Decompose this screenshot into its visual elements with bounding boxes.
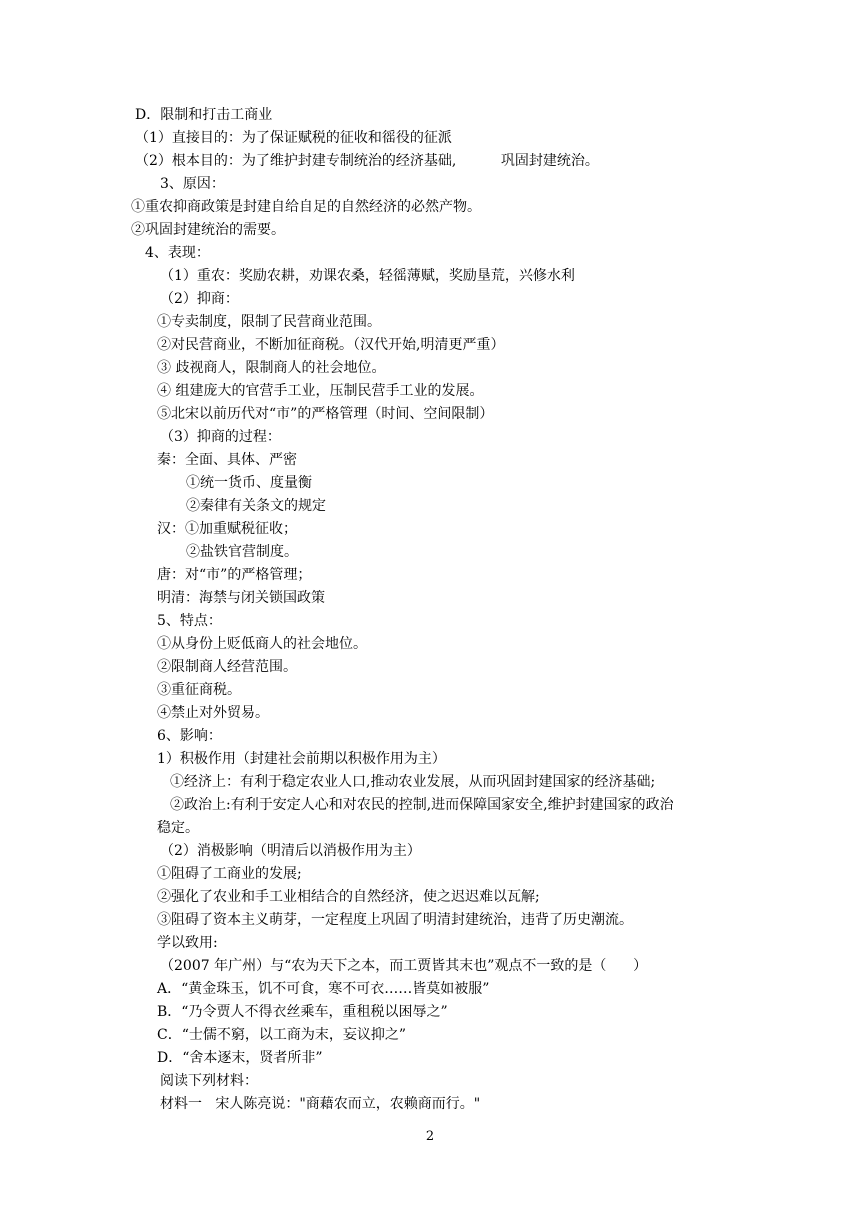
text-line: 6、影响： bbox=[157, 728, 222, 744]
text-line: D．“舍本逐末，贤者所非” bbox=[157, 1050, 323, 1066]
text-line: ③阻碍了资本主义萌芽，一定程度上巩固了明清封建统治，违背了历史潮流。 bbox=[157, 912, 633, 928]
text-line: ①从身份上贬低商人的社会地位。 bbox=[157, 636, 367, 652]
text-line: （2）根本目的：为了维护封建专制统治的经济基础, 巩固封建统治。 bbox=[135, 153, 599, 169]
text-line: （1）重农：奖励农耕，劝课农桑，轻徭薄赋，奖励垦荒，兴修水利 bbox=[160, 268, 575, 284]
text-line: 5、特点： bbox=[157, 613, 222, 629]
text-line: C．“士儒不窮，以工商为末，妄议抑之” bbox=[157, 1027, 407, 1043]
text-line: ②限制商人经营范围。 bbox=[157, 659, 297, 675]
text-line: ①重农抑商政策是封建自给自足的自然经济的必然产物。 bbox=[131, 199, 481, 215]
text-line: ②盐铁官营制度。 bbox=[186, 544, 298, 560]
text-line: 稳定。 bbox=[157, 820, 199, 836]
text-line: 唐：对“市”的严格管理； bbox=[157, 567, 312, 583]
text-line: 1）积极作用（封建社会前期以积极作用为主） bbox=[157, 751, 446, 767]
page-number: 2 bbox=[425, 1129, 435, 1144]
text-line: （2）消极影响（明清后以消极作用为主） bbox=[160, 843, 421, 859]
text-line: 汉：①加重赋税征收； bbox=[157, 521, 297, 537]
text-line: ①专卖制度，限制了民营商业范围。 bbox=[157, 314, 381, 330]
text-line: （3）抑商的过程： bbox=[160, 429, 281, 445]
text-line: （2）抑商： bbox=[160, 291, 239, 307]
text-line: ②强化了农业和手工业相结合的自然经济，使之迟迟难以瓦解; bbox=[157, 889, 540, 905]
text-line: ⑤北宋以前历代对“市”的严格管理（时间、空间限制） bbox=[157, 406, 494, 422]
text-line: B．“乃令贾人不得衣丝乘车，重租税以困辱之” bbox=[157, 1004, 448, 1020]
text-line: ①经济上：有利于稳定农业人口,推动农业发展，从而巩固封建国家的经济基础; bbox=[170, 774, 656, 790]
text-line: ④ 组建庞大的官营手工业，压制民营手工业的发展。 bbox=[157, 383, 484, 399]
text-line: ③ 歧视商人，限制商人的社会地位。 bbox=[157, 360, 386, 376]
text-line: ②巩固封建统治的需要。 bbox=[131, 222, 285, 238]
text-line: ④禁止对外贸易。 bbox=[157, 705, 269, 721]
text-line: （1）直接目的：为了保证赋税的征收和徭役的征派 bbox=[135, 130, 452, 146]
text-line: ②秦律有关条文的规定 bbox=[186, 498, 326, 514]
text-line: ②政治上:有利于安定人心和对农民的控制,进而保障国家安全,维护封建国家的政治 bbox=[170, 797, 674, 813]
text-line: 3、原因： bbox=[160, 176, 225, 192]
text-line: 明清：海禁与闭关锁国政策 bbox=[157, 590, 325, 606]
text-line: ①统一货币、度量衡 bbox=[186, 475, 312, 491]
text-line: 秦：全面、具体、严密 bbox=[157, 452, 297, 468]
text-line: A．“黄金珠玉，饥不可食，寒不可衣……皆莫如被服” bbox=[157, 981, 490, 997]
text-line: 材料一 宋人陈亮说："商藉农而立，农赖商而行。" bbox=[160, 1096, 481, 1112]
text-line: （2007 年广州）与“农为天下之本，而工贾皆其末也”观点不一致的是（ ） bbox=[160, 958, 648, 974]
text-line: 阅读下列材料： bbox=[160, 1073, 258, 1089]
text-line: D．限制和打击工商业 bbox=[135, 107, 273, 123]
text-line: 4、表现： bbox=[145, 245, 210, 261]
text-line: ①阻碍了工商业的发展; bbox=[157, 866, 302, 882]
text-line: 学以致用: bbox=[157, 935, 218, 951]
text-line: ②对民营商业，不断加征商税。（汉代开始,明清更严重） bbox=[157, 337, 505, 353]
text-line: ③重征商税。 bbox=[157, 682, 241, 698]
